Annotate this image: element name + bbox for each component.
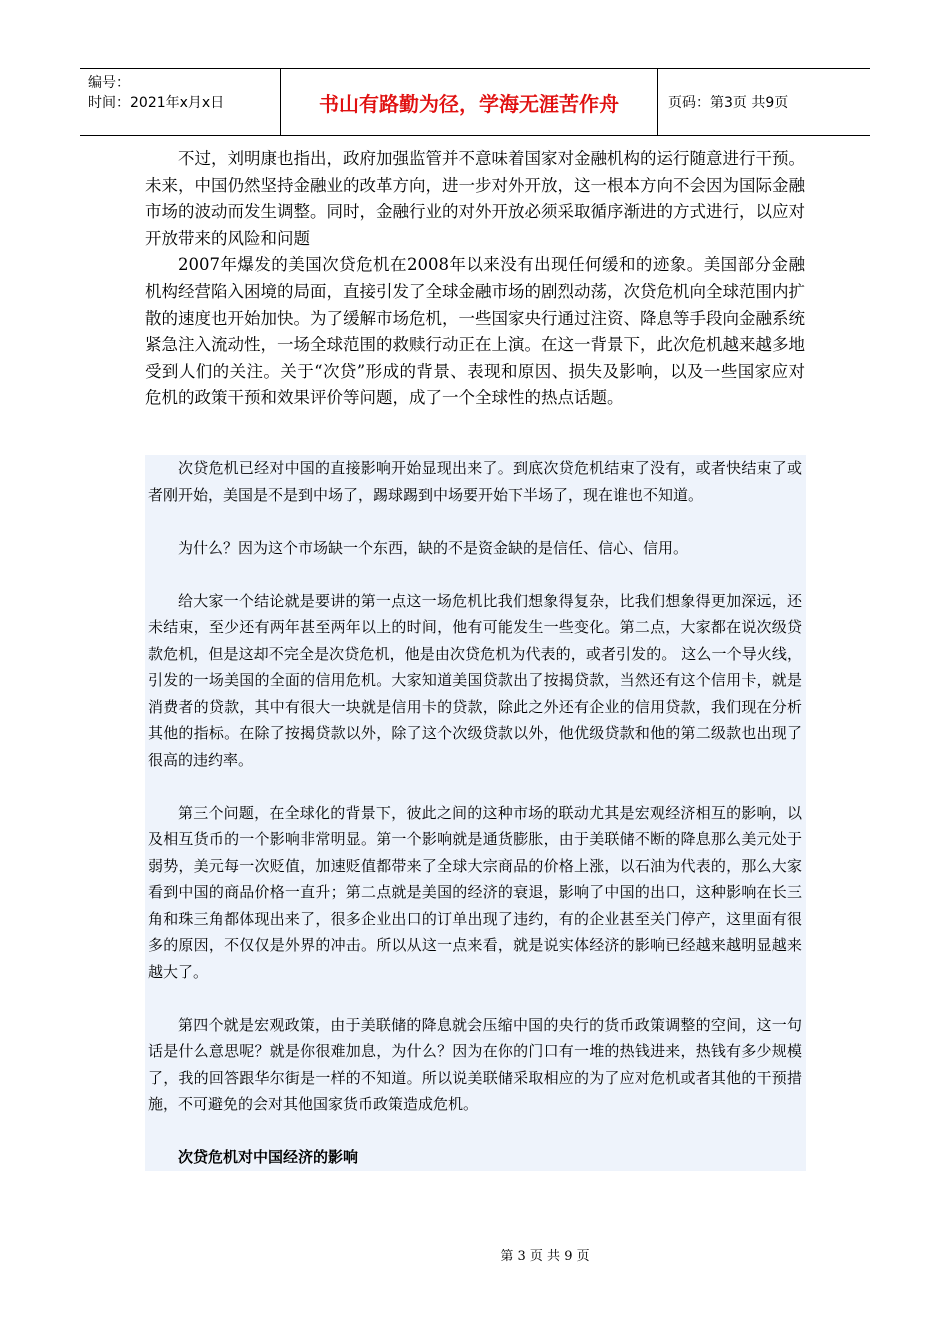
- section-heading: 次贷危机对中国经济的影响: [178, 1148, 359, 1166]
- excerpt-paragraph-4: 第三个问题，在全球化的背景下，彼此之间的这种市场的联动尤其是宏观经济相互的影响，以及相互货币的一个影响非常明显。第一个影响就是通货膨胀，由于美联储不断的降息那么美元处于弱势，美元每一次贬值，加速贬值都带来了全球大宗商品的价格上涨，以石油为代表的，那么大家看到中国的商品价格一直升；第二点就是美国的经济的衰退，影响了中国的出口，这种影响在长三角和珠三角都体现出来了，很多企业出口的订单出现了违约，有的企业甚至关门停产，这里面有很多的原因，不仅仅是外界的冲击。所以从这一点来看，就是说实体经济的影响已经越来越明显越来越大了。: [148, 803, 802, 981]
- intro-section: [145, 146, 805, 412]
- page-header: [80, 68, 870, 136]
- header-page-number: 页码：第3页 共9页: [668, 95, 789, 111]
- header-motto: 书山有路勤为径，学海无涯苦作舟: [280, 69, 658, 135]
- intro-paragraph-1: 不过，刘明康也指出，政府加强监管并不意味着国家对金融机构的运行随意进行干预。未来，中国仍然坚持金融业的改革方向，进一步对外开放，这一根本方向不会因为国际金融市场的波动而发生调整。同时，金融行业的对外开放必须采取循序渐进的方式进行，以应对开放带来的风险和问题: [145, 149, 805, 248]
- paragraph-gap: [148, 561, 802, 588]
- highlighted-excerpt: [145, 455, 806, 1171]
- excerpt-paragraph-2: 为什么？因为这个市场缺一个东西，缺的不是资金缺的是信任、信心、信用。: [178, 538, 689, 557]
- document-date: 时间：2021年x月x日: [88, 95, 225, 111]
- excerpt-paragraph-1: 次贷危机已经对中国的直接影响开始显现出来了。到底次贷危机结束了没有，或者快结束了或者刚开始，美国是不是到中场了，踢球踢到中场要开始下半场了，现在谁也不知道。: [148, 459, 802, 504]
- page-footer: 第 3 页 共 9 页: [500, 1249, 590, 1264]
- excerpt-paragraph-3: 给大家一个结论就是要讲的第一点这一场危机比我们想象得复杂，比我们想象得更加深远，还未结束，至少还有两年甚至两年以上的时间，他有可能发生一些变化。第二点，大家都在说次级贷款危机，但是这却不完全是次贷危机，他是由次贷危机为代表的，或者引发的。 这么一个导火线，引发的一场美国的全面的信用危机。大家知道美国贷款出了按揭贷款，当然还有这个信用卡，就是消费者的贷款，其中有很大一块就是信用卡的贷款，除此之外还有企业的信用贷款，我们现在分析其他的指标。在除了按揭贷款以外，除了这个次级贷款以外，他优级贷款和他的第二级款也出现了很高的违约率。: [148, 591, 802, 769]
- header-meta: [80, 69, 280, 135]
- paragraph-gap: [148, 773, 802, 800]
- paragraph-gap: [148, 1118, 802, 1145]
- intro-paragraph-2: 2007年爆发的美国次贷危机在2008年以来没有出现任何缓和的迹象。美国部分金融机构经营陷入困境的局面，直接引发了全球金融市场的剧烈动荡，次贷危机向全球范围内扩散的速度也开始加快。为了缓解市场危机，一些国家央行通过注资、降息等手段向金融系统紧急注入流动性，一场全球范围的救赎行动正在上演。在这一背景下，此次危机越来越多地受到人们的关注。关于“次贷”形成的背景、表现和原因、损失及影响，以及一些国家应对危机的政策干预和效果评价等问题，成了一个全球性的热点话题。: [145, 255, 805, 408]
- paragraph-gap: [148, 508, 802, 535]
- excerpt-paragraph-5: 第四个就是宏观政策，由于美联储的降息就会压缩中国的央行的货币政策调整的空间，这一句话是什么意思呢？就是你很难加息，为什么？因为在你的门口有一堆的热钱进来，热钱有多少规模了，我的回答跟华尔街是一样的不知道。所以说美联储采取相应的为了应对危机或者其他的干预措施，不可避免的会对其他国家货币政策造成危机。: [148, 1015, 802, 1113]
- paragraph-gap: [148, 985, 802, 1012]
- document-number: 编号：: [88, 75, 130, 91]
